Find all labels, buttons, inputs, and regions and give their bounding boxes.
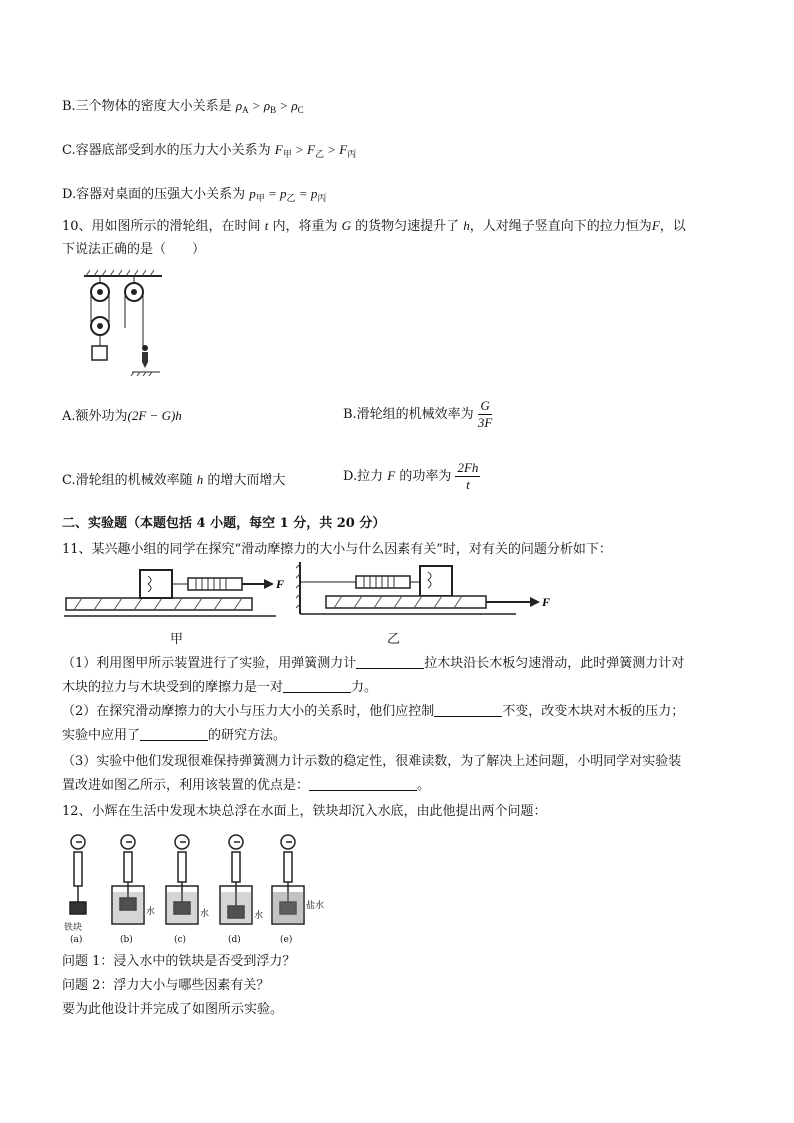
q9-option-c: C.容器底部受到水的压力大小关系为 $F_甲 > F_乙 > F_丙$: [62, 142, 357, 159]
svg-text:F: F: [276, 577, 285, 591]
fig-label-b: (b): [120, 935, 133, 945]
answer-blank[interactable]: [434, 702, 502, 717]
fig-label-d: (d): [228, 935, 241, 945]
q10-option-a: A.额外功为(2F − G)h: [62, 408, 182, 424]
q11-part2-line1: （2）在探究滑动摩擦力的大小与压力大小的关系时，他们应控制 不变，改变木块对木板的压力；: [62, 704, 685, 719]
q11-part1-line1: （1）利用图甲所示装置进行了实验，用弹簧测力计 拉木块沿长木板匀速滑动，此时弹簧测力计对: [62, 656, 685, 671]
figure-label-jia: 甲: [170, 632, 184, 647]
q10-stem-line2: 下说法正确的是（ ）: [62, 242, 206, 257]
q12-question-2: 问题 2：浮力大小与哪些因素有关？: [62, 978, 270, 993]
svg-text:F: F: [542, 595, 551, 609]
answer-blank[interactable]: [140, 726, 208, 741]
answer-blank[interactable]: [283, 678, 351, 693]
q11-part1-line2: 木块的拉力与木块受到的摩擦力是一对 力。: [62, 680, 378, 695]
answer-blank[interactable]: [356, 654, 424, 669]
q10-option-c: C.滑轮组的机械效率随 h 的增大而增大: [62, 472, 286, 488]
q11-stem: 11、某兴趣小组的同学在探究“滑动摩擦力的大小与什么因素有关”时，对有关的问题分析如下：: [62, 542, 612, 557]
friction-figure-jia: [64, 562, 292, 628]
pulley-figure: [76, 268, 196, 376]
q11-part3-line1: （3）实验中他们发现很难保持弹簧测力计示数的稳定性，很难读数，为了解决上述问题，小明同学对实验装: [62, 754, 682, 769]
fig-label-a: (a): [70, 935, 83, 945]
q10-option-d: D.拉力 F 的功率为 $\frac{2Fh}{t}$: [343, 460, 479, 492]
q12-question-1: 问题 1：浸入水中的铁块是否受到浮力？: [62, 954, 296, 969]
fig-label-e: (e): [280, 935, 293, 945]
q11-part2-line2: 实验中应用了 的研究方法。: [62, 728, 287, 743]
q12-design-note: 要为此他设计并完成了如图所示实验。: [62, 1002, 284, 1017]
answer-blank[interactable]: [309, 776, 417, 791]
q10-stem-line1: 10、用如图所示的滑轮组，在时间 t 内，将重为 G 的货物匀速提升了 h，人对绳子竖直向下的拉力恒为F，以: [62, 218, 686, 234]
salt-water-tag: 盐水: [306, 901, 325, 911]
iron-block-tag: 铁块: [64, 923, 83, 933]
q9-option-d: D.容器对桌面的压强大小关系为 $p_甲 = p_乙 = p_丙$: [62, 186, 327, 203]
q12-stem: 12、小辉在生活中发现木块总浮在水面上，铁块却沉入水底，由此他提出两个问题：: [62, 804, 547, 819]
figure-label-yi: 乙: [387, 632, 401, 647]
water-tag-c: 水: [200, 909, 210, 919]
fig-label-c: (c): [174, 935, 187, 945]
q11-part3-line2: 置改进如图乙所示，利用该装置的优点是： 。: [62, 778, 431, 793]
friction-figure-yi: [296, 560, 556, 626]
buoyancy-figure: [62, 830, 330, 946]
section-title: 二、实验题（本题包括 4 小题，每空 1 分，共 20 分）: [62, 516, 386, 531]
water-tag-d: 水: [254, 911, 264, 921]
q9-option-b: B.三个物体的密度大小关系是 $\rho_A > \rho_B > \rho_C$: [62, 98, 304, 115]
water-tag-b: 水: [146, 907, 156, 917]
q10-option-b: B.滑轮组的机械效率为 $\frac{G}{3F}$: [343, 398, 493, 430]
